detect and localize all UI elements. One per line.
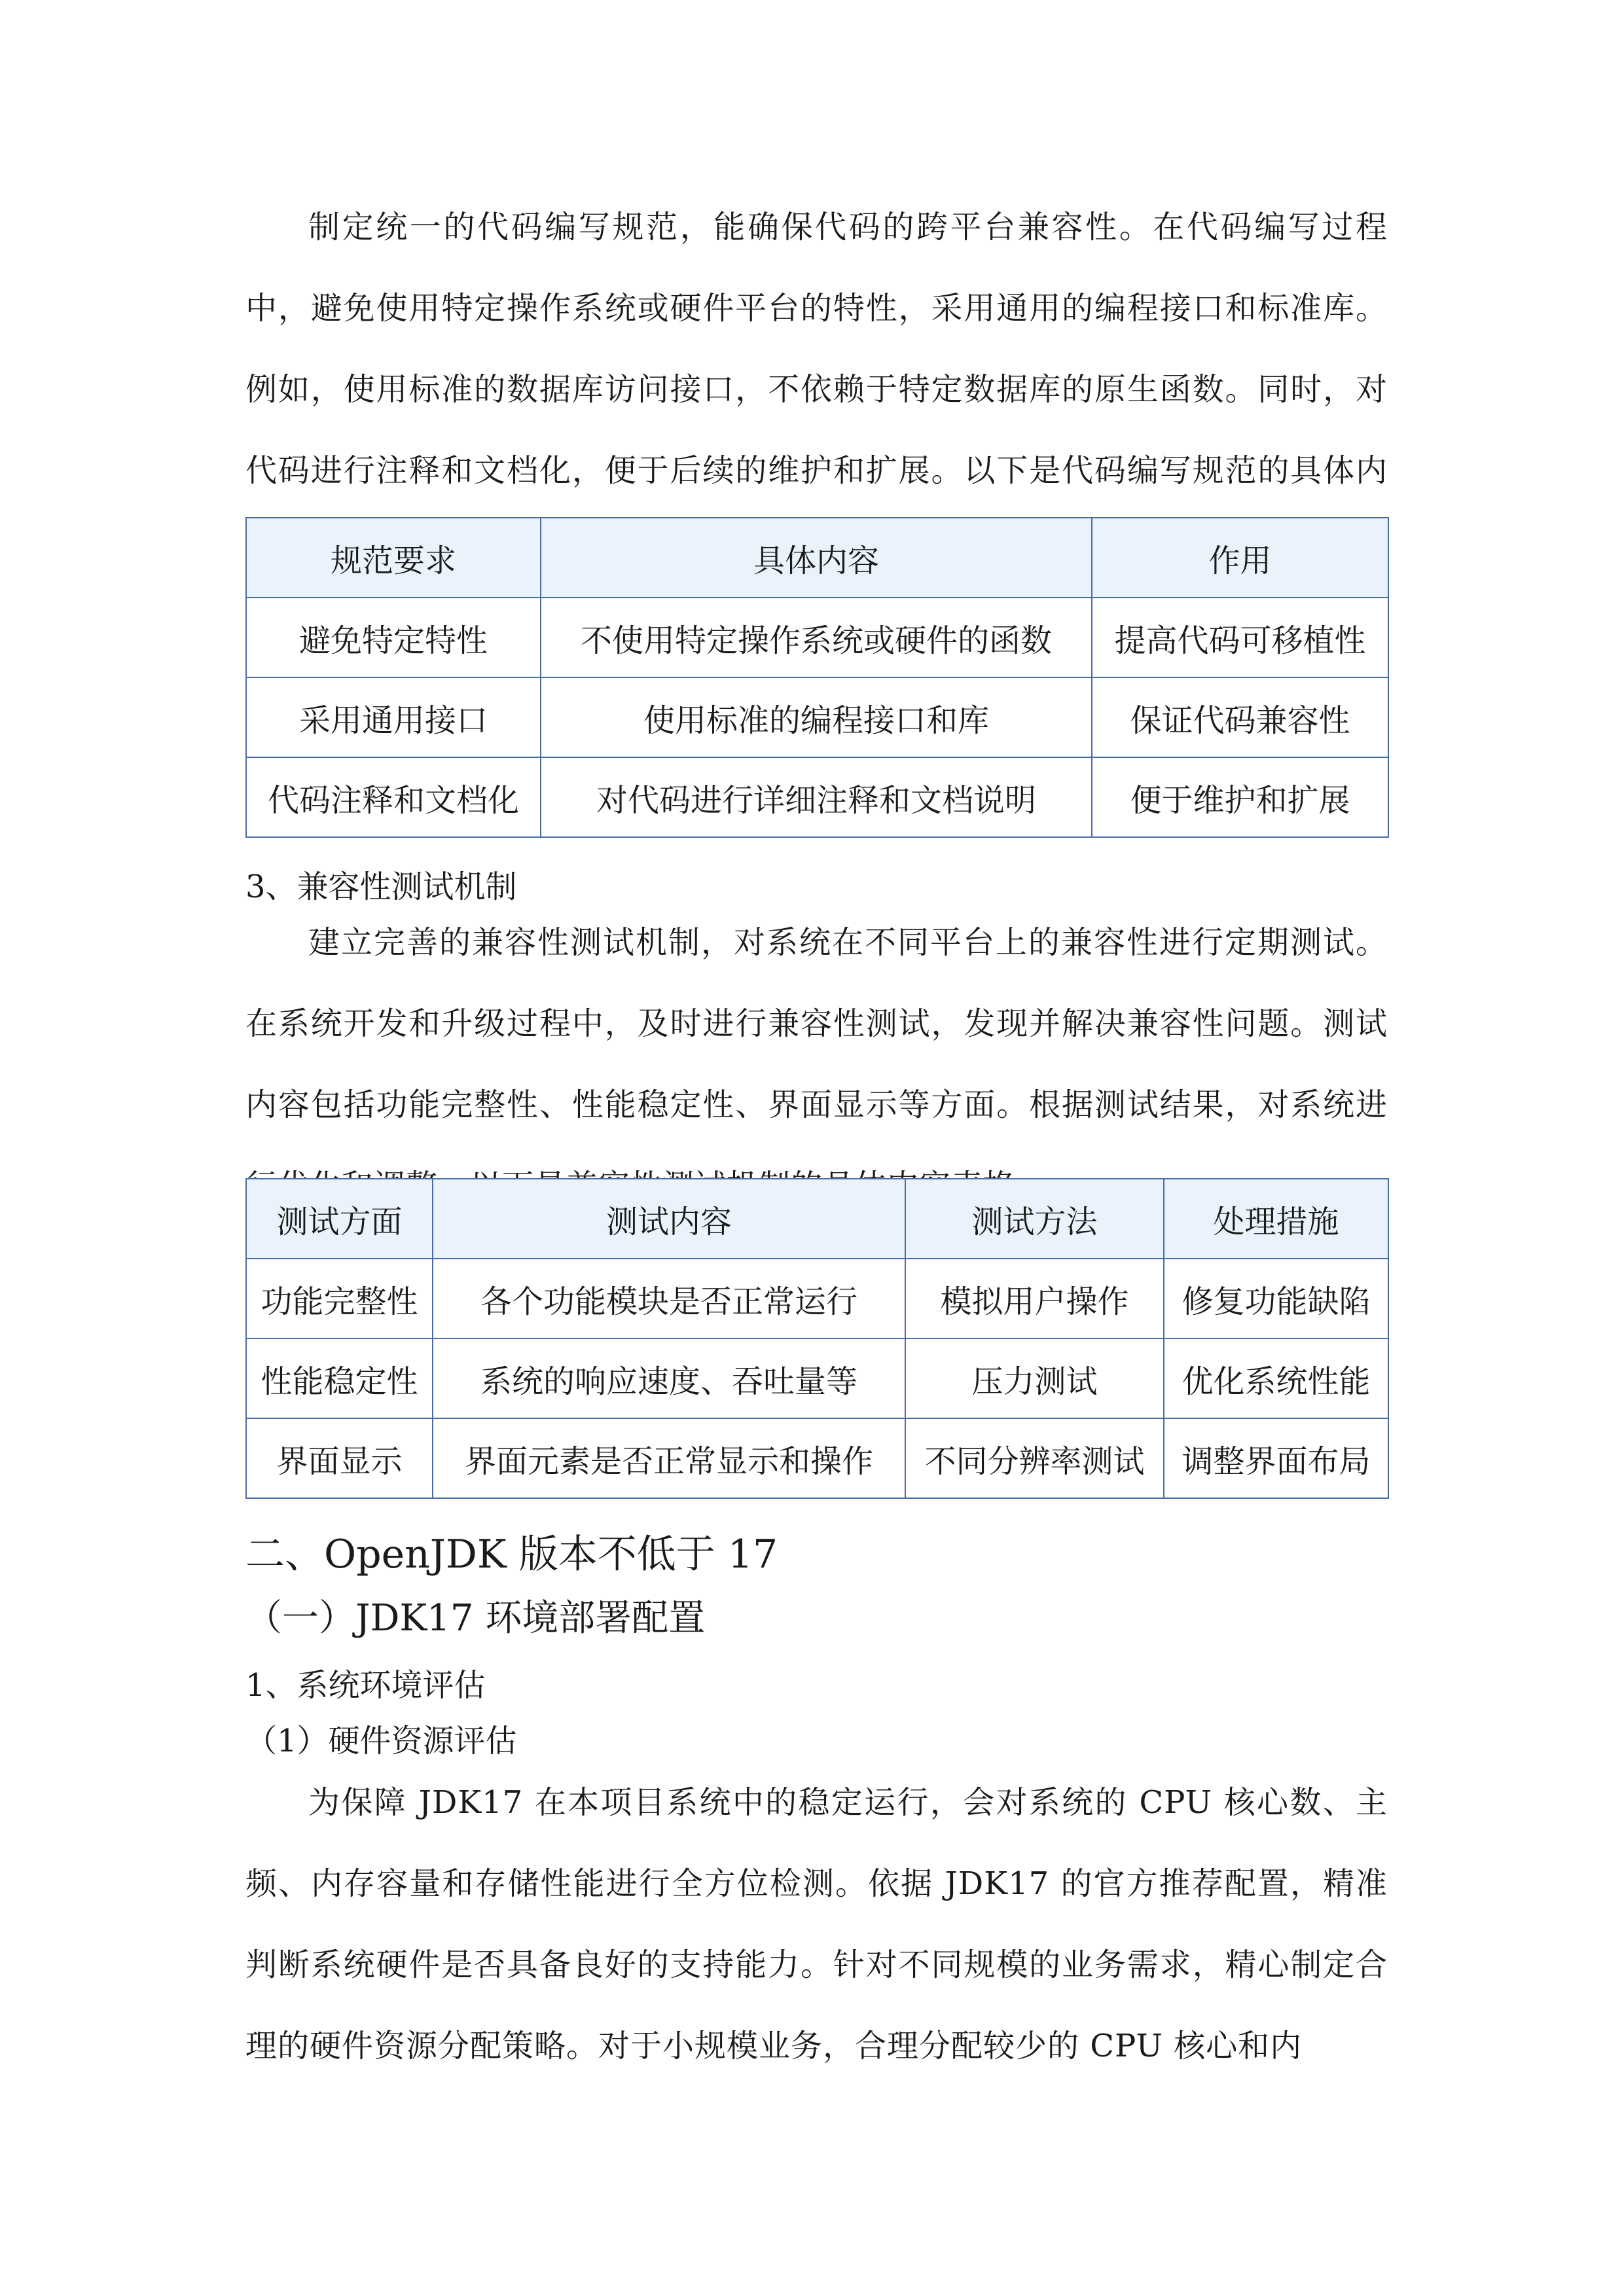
table-header-row — [246, 1179, 1388, 1259]
table-cell: 各个功能模块是否正常运行 — [433, 1259, 905, 1338]
table-cell: 模拟用户操作 — [905, 1259, 1164, 1338]
section-heading-compat-testing: 3、兼容性测试机制 — [245, 869, 517, 905]
subsection-heading-hardware-eval: （1）硬件资源评估 — [245, 1723, 517, 1759]
table-cell: 对代码进行详细注释和文档说明 — [541, 757, 1092, 837]
table-cell: 界面元素是否正常显示和操作 — [433, 1418, 905, 1498]
table-cell: 避免特定特性 — [246, 598, 541, 677]
intro-paragraph: 制定统一的代码编写规范，能确保代码的跨平台兼容性。在代码编写过程中，避免使用特定操作系统或硬件平台的特性，采用通用的编程接口和标准库。例如，使用标准的数据库访问接口，不依赖于特定数据库的原生函数。同时，对代码进行注释和文档化，便于后续的维护和扩展。以下是代码编写规范的具体内 — [245, 209, 1388, 489]
table-cell: 功能完整性 — [246, 1259, 433, 1338]
table-header-cell: 测试方法 — [905, 1179, 1164, 1259]
table-cell: 优化系统性能 — [1164, 1338, 1388, 1418]
table-row — [246, 1418, 1388, 1498]
compat-testing-paragraph: 建立完善的兼容性测试机制，对系统在不同平台上的兼容性进行定期测试。在系统开发和升级过程中，及时进行兼容性测试，发现并解决兼容性问题。测试内容包括功能完整性、性能稳定性、界面显示等方面。根据测试结果，对系统进 — [245, 924, 1388, 1123]
table-row — [246, 1259, 1388, 1338]
table-header-cell: 作用 — [1092, 518, 1388, 598]
table-cell: 压力测试 — [905, 1338, 1164, 1418]
table-header-cell: 测试方面 — [246, 1179, 433, 1259]
table-cell: 修复功能缺陷 — [1164, 1259, 1388, 1338]
chapter-heading-openjdk: 二、OpenJDK 版本不低于 17 — [245, 1532, 778, 1577]
table-header-cell: 处理措施 — [1164, 1179, 1388, 1259]
table-cell: 保证代码兼容性 — [1092, 677, 1388, 757]
section-heading-jdk17-deploy: （一）JDK17 环境部署配置 — [245, 1597, 706, 1640]
table-header-row — [246, 518, 1388, 598]
table-cell: 系统的响应速度、吞吐量等 — [433, 1338, 905, 1418]
table-cell: 采用通用接口 — [246, 677, 541, 757]
subsection-heading-env-eval: 1、系统环境评估 — [245, 1667, 486, 1704]
table-cell: 不使用特定操作系统或硬件的函数 — [541, 598, 1092, 677]
table-cell: 便于维护和扩展 — [1092, 757, 1388, 837]
table-row — [246, 598, 1388, 677]
compat-testing-table — [245, 1178, 1389, 1499]
table-header-cell: 测试内容 — [433, 1179, 905, 1259]
table-row — [246, 677, 1388, 757]
table-cell: 性能稳定性 — [246, 1338, 433, 1418]
hardware-eval-paragraph: 为保障 JDK17 在本项目系统中的稳定运行，会对系统的 CPU 核心数、主频、内存容量和存储性能进行全方位检测。依据 JDK17 的官方推荐配置，精准判断系统硬件是否具备良好的支持能力。针对不同规模的业务需求，精心制定合理的硬件资源分配策略。对于小规模业务，合理分配较少的 CPU 核心和内 — [245, 1784, 1388, 2064]
table-row — [246, 757, 1388, 837]
table-cell: 代码注释和文档化 — [246, 757, 541, 837]
table-cell: 调整界面布局 — [1164, 1418, 1388, 1498]
table-cell: 使用标准的编程接口和库 — [541, 677, 1092, 757]
table-header-cell: 规范要求 — [246, 518, 541, 598]
coding-standards-table — [245, 517, 1389, 838]
table-row — [246, 1338, 1388, 1418]
table-cell: 不同分辨率测试 — [905, 1418, 1164, 1498]
table-cell: 提高代码可移植性 — [1092, 598, 1388, 677]
table-header-cell: 具体内容 — [541, 518, 1092, 598]
table-cell: 界面显示 — [246, 1418, 433, 1498]
